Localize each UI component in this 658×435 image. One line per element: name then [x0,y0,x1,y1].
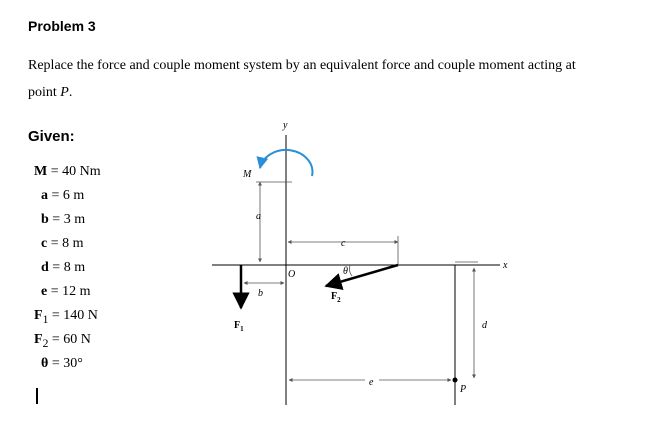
given-value: = 8 m [48,260,86,275]
y-axis-label: y [283,120,288,131]
origin-label: O [288,269,296,280]
given-symbol: θ [41,356,49,371]
dimension-d-label: d [482,320,487,331]
given-heading: Given: [28,128,75,145]
force-f1-label [234,320,244,333]
dimension-e-label: e [369,377,374,388]
force-f2-label [331,291,341,304]
given-value: = 3 m [48,212,86,227]
given-subscript: 1 [42,312,49,326]
point-p-marker [453,378,458,383]
given-value: = 40 Nm [47,164,101,179]
given-value: = 12 m [47,284,91,299]
given-symbol: c [41,236,48,251]
prompt-point-label: P [60,85,69,100]
force-f2-symbol: F [331,291,338,302]
given-value: = 8 m [47,236,84,251]
given-subscript: 2 [42,336,49,350]
point-p-label: P [460,384,467,395]
force-f2-line [326,265,398,286]
given-value: = 6 m [48,188,85,203]
given-symbol: a [41,188,48,203]
given-value: = 140 N [48,308,98,323]
angle-theta-label: θ [343,266,348,277]
moment-label: M [243,169,252,180]
force-f2-subscript: 2 [337,296,341,304]
given-symbol: b [41,212,49,227]
dimension-b-label: b [258,288,263,299]
given-symbol: M [34,164,48,179]
force-f1-symbol: F [234,320,241,331]
given-value: = 60 N [48,332,91,347]
problem-title: Problem 3 [28,18,96,34]
prompt-suffix: . [68,85,73,100]
force-f1-subscript: 1 [240,325,244,333]
dimension-c-label: c [341,238,346,249]
given-value: = 30° [48,356,83,371]
prompt-prefix: point [28,85,61,100]
dimension-a-label: a [256,211,261,222]
given-symbol: F [34,332,43,347]
x-axis-label: x [503,260,508,271]
given-symbol: d [41,260,49,275]
angle-theta-arc [349,265,352,276]
given-symbol: e [41,284,48,299]
given-symbol: F [34,308,43,323]
problem-statement-line-1: Replace the force and couple moment system by an equivalent force and couple moment acting at [28,58,576,73]
